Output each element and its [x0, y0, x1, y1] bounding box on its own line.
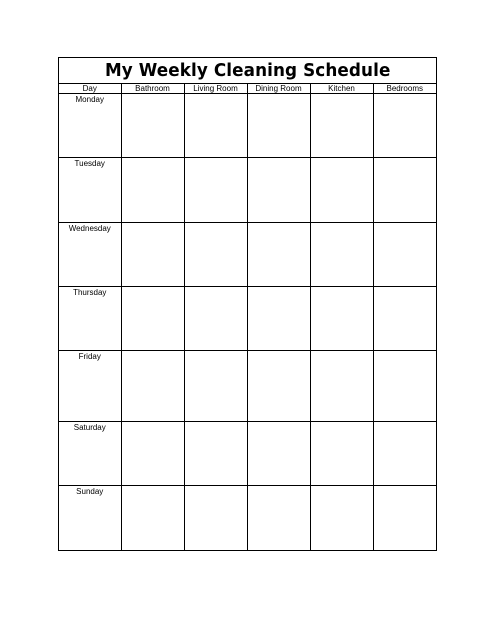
day-cell-friday: Friday — [59, 351, 121, 422]
task-cell[interactable] — [310, 422, 373, 486]
column-header-living-room: Living Room — [184, 84, 247, 94]
row-sunday — [59, 486, 436, 550]
day-cell-saturday: Saturday — [59, 422, 121, 486]
task-cell[interactable] — [310, 486, 373, 550]
task-cell[interactable] — [121, 422, 184, 486]
row-monday — [59, 94, 436, 158]
task-cell[interactable] — [247, 158, 310, 223]
row-saturday — [59, 422, 436, 486]
day-cell-thursday: Thursday — [59, 287, 121, 351]
day-cell-wednesday: Wednesday — [59, 223, 121, 287]
task-cell[interactable] — [121, 351, 184, 422]
task-cell[interactable] — [247, 94, 310, 158]
task-cell[interactable] — [373, 287, 436, 351]
task-cell[interactable] — [184, 223, 247, 287]
schedule-title: My Weekly Cleaning Schedule — [104, 60, 391, 81]
task-cell[interactable] — [373, 158, 436, 223]
column-header-bathroom: Bathroom — [121, 84, 184, 94]
column-header-kitchen: Kitchen — [310, 84, 373, 94]
task-cell[interactable] — [184, 422, 247, 486]
task-cell[interactable] — [373, 422, 436, 486]
task-cell[interactable] — [310, 351, 373, 422]
task-cell[interactable] — [373, 351, 436, 422]
day-cell-sunday: Sunday — [59, 486, 121, 550]
task-cell[interactable] — [121, 223, 184, 287]
column-header-bedrooms: Bedrooms — [373, 84, 436, 94]
task-cell[interactable] — [184, 287, 247, 351]
column-header-dining-room: Dining Room — [247, 84, 310, 94]
column-header-day: Day — [59, 84, 121, 94]
task-cell[interactable] — [184, 158, 247, 223]
task-cell[interactable] — [121, 158, 184, 223]
task-cell[interactable] — [310, 223, 373, 287]
title-bar — [59, 58, 436, 84]
task-cell[interactable] — [373, 223, 436, 287]
task-cell[interactable] — [310, 287, 373, 351]
cleaning-schedule-sheet — [58, 57, 437, 551]
task-cell[interactable] — [247, 287, 310, 351]
day-cell-tuesday: Tuesday — [59, 158, 121, 223]
row-thursday — [59, 287, 436, 351]
task-cell[interactable] — [121, 486, 184, 550]
row-tuesday — [59, 158, 436, 223]
task-cell[interactable] — [184, 351, 247, 422]
task-cell[interactable] — [310, 158, 373, 223]
task-cell[interactable] — [310, 94, 373, 158]
task-cell[interactable] — [121, 94, 184, 158]
schedule-table — [59, 84, 436, 550]
row-friday — [59, 351, 436, 422]
task-cell[interactable] — [184, 486, 247, 550]
task-cell[interactable] — [247, 223, 310, 287]
task-cell[interactable] — [247, 422, 310, 486]
task-cell[interactable] — [121, 287, 184, 351]
row-wednesday — [59, 223, 436, 287]
task-cell[interactable] — [247, 486, 310, 550]
header-row — [59, 84, 436, 94]
task-cell[interactable] — [184, 94, 247, 158]
day-cell-monday: Monday — [59, 94, 121, 158]
task-cell[interactable] — [373, 94, 436, 158]
task-cell[interactable] — [247, 351, 310, 422]
task-cell[interactable] — [373, 486, 436, 550]
